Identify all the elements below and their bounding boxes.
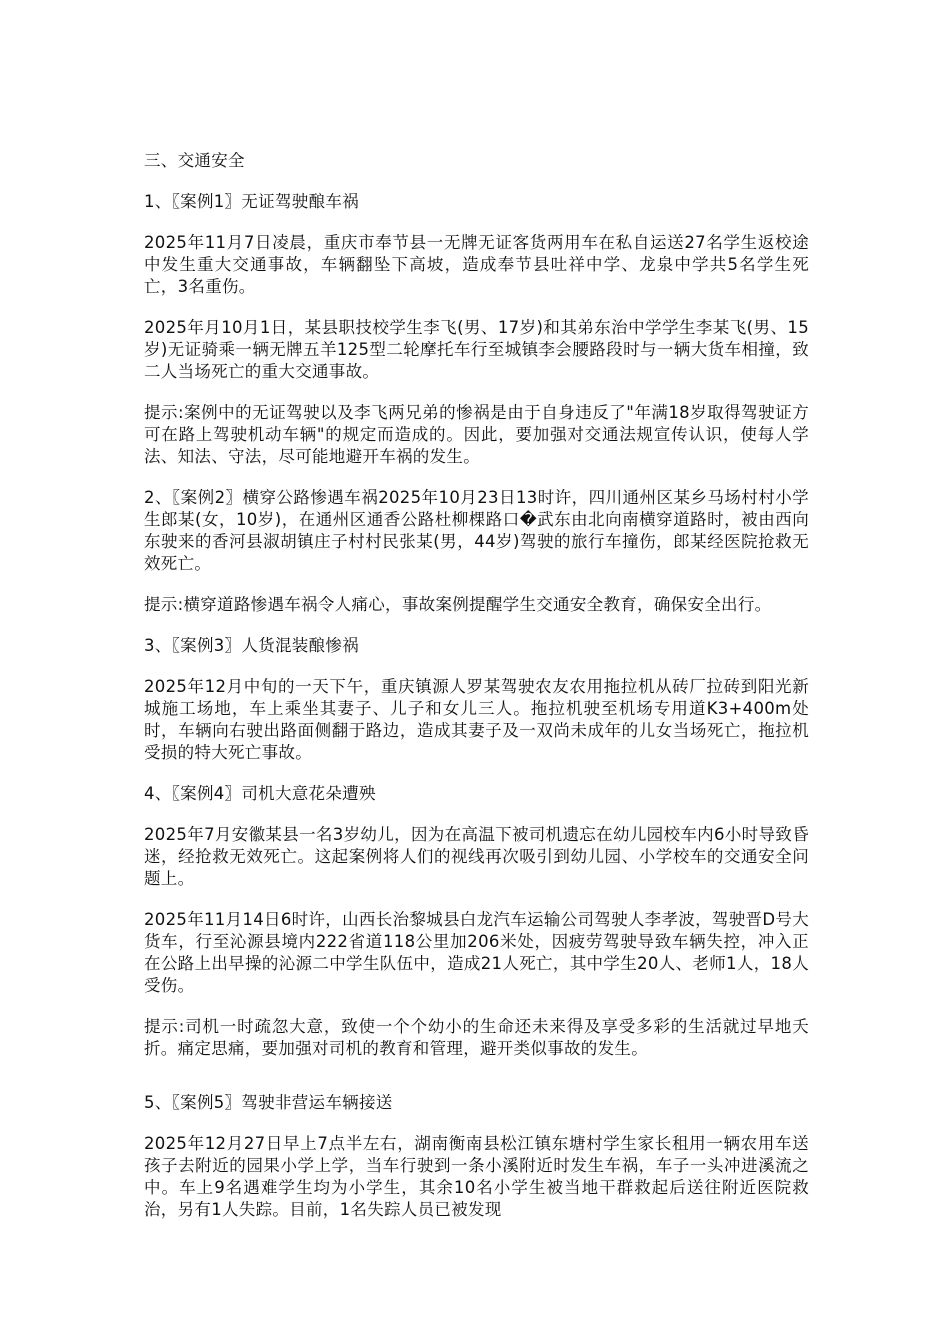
section-title: 三、交通安全 [144, 151, 245, 170]
case-1-paragraph-1: 2025年11月7日凌晨，重庆市奉节县一无牌无证客货两用车在私自运送27名学生返校途中发生重大交通事故，车辆翻坠下高坡，造成奉节县吐祥中学、龙泉中学共5名学生死亡，3名重伤。 [144, 233, 809, 296]
case-5-paragraph: 2025年12月27日早上7点半左右，湖南衡南县松江镇东塘村学生家长租用一辆农用车送孩子去附近的园果小学上学，当车行驶到一条小溪附近时发生车祸，车子一头冲进溪流之中。车上9名遇难学生均为小学生，其余10名小学生被当地干群救起后送往附近医院救治，另有1人失踪。目前，1名失踪人员已被发现 [144, 1134, 809, 1219]
case-3-paragraph: 2025年12月中旬的一天下午，重庆镇源人罗某驾驶农友农用拖拉机从砖厂拉砖到阳光新城施工场地，车上乘坐其妻子、儿子和女儿三人。拖拉机驶至机场专用道K3+400m处时，车辆向右驶出路面侧翻于路边，造成其妻子及一双尚未成年的儿女当场死亡，拖拉机受损的特大死亡事故。 [144, 677, 809, 762]
case-1-tip: 提示:案例中的无证驾驶以及李飞两兄弟的惨祸是由于自身违反了"年满18岁取得驾驶证方可在路上驾驶机动车辆"的规定而造成的。因此，要加强对交通法规宣传认识，使每人学法、知法、守法，尽可能地避开车祸的发生。 [144, 403, 809, 466]
case-4-heading: 4、〖案例4〗司机大意花朵遭殃 [144, 784, 376, 803]
case-1-paragraph-2: 2025年月10月1日，某县职技校学生李飞(男、17岁)和其弟东治中学学生李某飞(男、15岁)无证骑乘一辆无牌五羊125型二轮摩托车行至城镇李会腰路段时与一辆大货车相撞，致二人当场死亡的重大交通事故。 [144, 318, 809, 381]
case-4-paragraph-1: 2025年7月安徽某县一名3岁幼儿，因为在高温下被司机遗忘在幼儿园校车内6小时导致昏迷，经抢救无效死亡。这起案例将人们的视线再次吸引到幼儿园、小学校车的交通安全问题上。 [144, 825, 809, 888]
case-3-heading: 3、〖案例3〗人货混装酿惨祸 [144, 636, 359, 655]
case-4-tip: 提示:司机一时疏忽大意，致使一个个幼小的生命还未来得及享受多彩的生活就过早地夭折。痛定思痛，要加强对司机的教育和管理，避开类似事故的发生。 [144, 1017, 809, 1058]
case-4-paragraph-2: 2025年11月14日6时许，山西长治黎城县白龙汽车运输公司驾驶人李孝波，驾驶晋D号大货车，行至沁源县境内222省道118公里加206米处，因疲劳驾驶导致车辆失控，冲入正在公路上出早操的沁源二中学生队伍中，造成21人死亡，其中学生20人、老师1人，18人受伤。 [144, 910, 809, 995]
document-page [144, 150, 809, 1221]
case-2-paragraph: 2、〖案例2〗横穿公路惨遇车祸2025年10月23日13时许，四川通州区某乡马场村村小学生郎某(女，10岁)，在通州区通香公路杜柳棵路口�武东由北向南横穿道路时，被由西向东驶来的香河县淑胡镇庄子村村民张某(男，44岁)驾驶的旅行车撞伤，郎某经医院抢救无效死亡。 [144, 488, 809, 573]
case-5-heading: 5、〖案例5〗驾驶非营运车辆接送 [144, 1093, 393, 1112]
case-1-heading: 1、〖案例1〗无证驾驶酿车祸 [144, 192, 359, 211]
case-2-tip: 提示:横穿道路惨遇车祸令人痛心，事故案例提醒学生交通安全教育，确保安全出行。 [144, 595, 772, 614]
